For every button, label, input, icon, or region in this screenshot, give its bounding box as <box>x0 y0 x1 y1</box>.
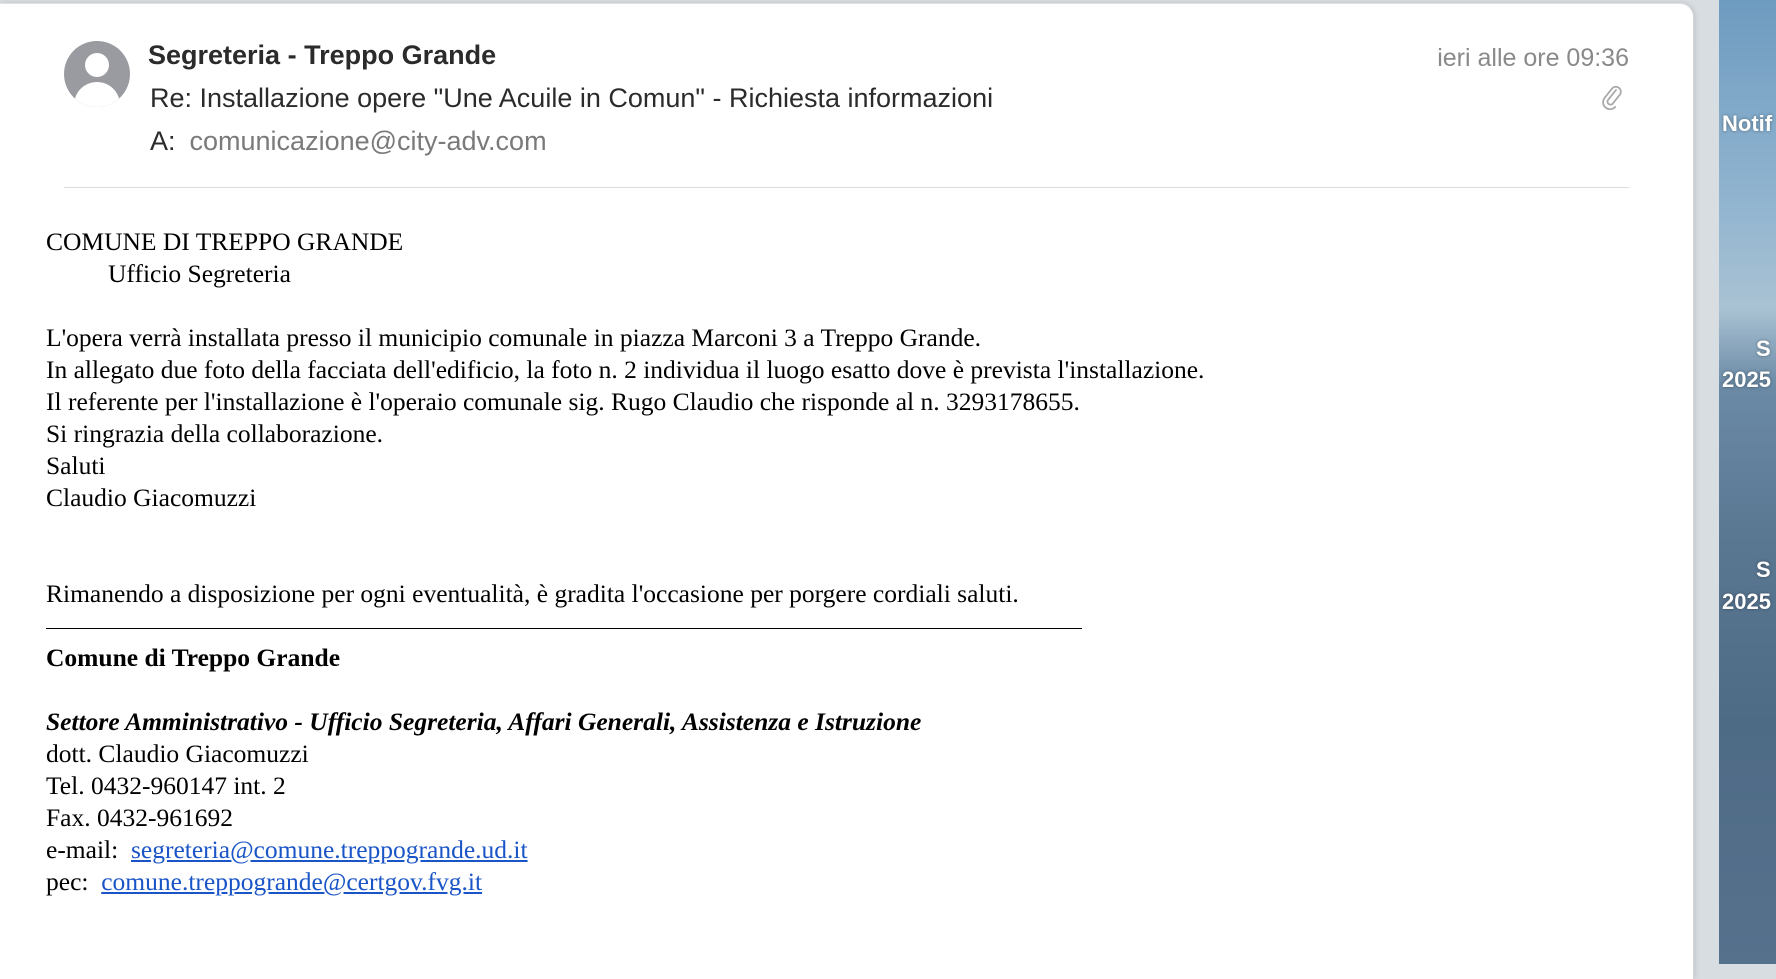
signature-org: Comune di Treppo Grande <box>46 643 341 672</box>
notification-item-letter[interactable]: S <box>1756 557 1771 582</box>
body-line: Claudio Giacomuzzi <box>46 483 257 512</box>
signature-name: dott. Claudio Giacomuzzi <box>46 739 309 768</box>
sender-name[interactable]: Segreteria - Treppo Grande <box>148 40 497 70</box>
body-line: In allegato due foto della facciata dell'edificio, la foto n. 2 individua il luogo esatto dove è prevista l'installazione. <box>46 355 1205 384</box>
avatar-shoulders <box>74 82 120 107</box>
recipient-address[interactable]: comunicazione@city-adv.com <box>189 126 547 156</box>
header-divider <box>64 187 1629 188</box>
subject-line: Re: Installazione opere "Une Acuile in Comun" - Richiesta informazioni <box>150 83 994 113</box>
body-line: Il referente per l'installazione è l'operaio comunale sig. Rugo Claudio che risponde al n. 3293178655. <box>46 387 1080 416</box>
message-header <box>0 4 1693 189</box>
signature-pec-link[interactable]: comune.treppogrande@certgov.fvg.it <box>101 867 483 896</box>
notification-panel <box>1719 0 1776 964</box>
body-closing: Rimanendo a disposizione per ogni eventualità, è gradita l'occasione per porgere cordiali saluti. <box>46 579 1019 608</box>
paperclip-icon[interactable] <box>1601 84 1623 110</box>
message-body <box>46 226 1606 898</box>
signature-email-link[interactable]: segreteria@comune.treppogrande.ud.it <box>130 835 528 864</box>
body-org: COMUNE DI TREPPO GRANDE <box>46 227 404 256</box>
signature-fax: Fax. 0432-961692 <box>46 803 233 832</box>
notification-item-year[interactable]: 2025 <box>1722 589 1771 614</box>
message-date: ieri alle ore 09:36 <box>1437 44 1629 72</box>
notification-item-letter[interactable]: S <box>1756 336 1771 361</box>
recipient-label: A: <box>150 126 176 156</box>
notification-item-year[interactable]: 2025 <box>1722 367 1771 392</box>
body-office: Ufficio Segreteria <box>108 259 291 288</box>
body-line: L'opera verrà installata presso il municipio comunale in piazza Marconi 3 a Treppo Grande. <box>46 323 982 352</box>
signature-rule <box>46 628 1082 629</box>
recipient-row <box>150 126 547 157</box>
notification-title[interactable]: Notif <box>1722 111 1773 136</box>
signature-email-label: e-mail: <box>46 835 119 864</box>
person-icon <box>64 41 130 107</box>
avatar-head <box>85 53 109 77</box>
mail-viewer <box>0 3 1694 979</box>
signature-email-row <box>46 834 1606 866</box>
body-line: Saluti <box>46 451 106 480</box>
signature-department: Settore Amministrativo - Ufficio Segreteria, Affari Generali, Assistenza e Istruzione <box>46 707 922 736</box>
signature-pec-row <box>46 866 1606 898</box>
body-line: Si ringrazia della collaborazione. <box>46 419 384 448</box>
signature-tel: Tel. 0432-960147 int. 2 <box>46 771 286 800</box>
signature-pec-label: pec: <box>46 867 89 896</box>
